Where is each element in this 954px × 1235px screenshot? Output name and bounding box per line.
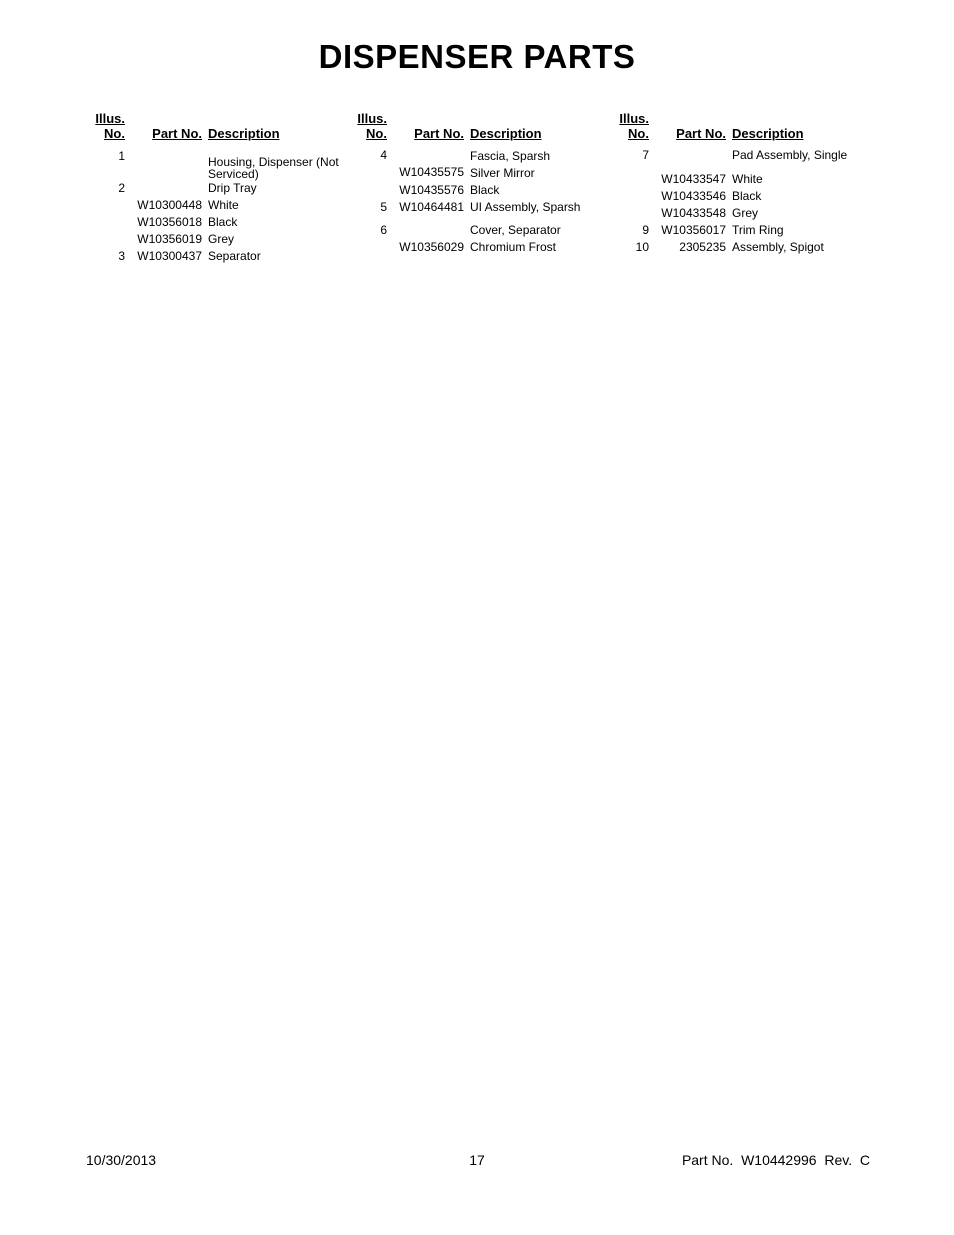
part-no-header: Part No. [676, 126, 726, 141]
part-row [610, 207, 872, 224]
part-description: Housing, Dispenser (Not Serviced) [208, 155, 339, 181]
part-row [610, 224, 872, 241]
description-header: Description [208, 126, 280, 141]
part-number: W10300437 [137, 249, 202, 263]
part-number: W10435576 [399, 183, 464, 197]
part-number: W10433547 [661, 172, 726, 186]
part-row [610, 173, 872, 190]
part-number: W10356019 [137, 232, 202, 246]
part-number: W10300448 [137, 198, 202, 212]
part-row [348, 241, 610, 258]
part-row [86, 199, 348, 216]
part-number: W10356017 [661, 223, 726, 237]
part-row [348, 201, 610, 224]
parts-column-1 [86, 111, 348, 263]
part-row [86, 149, 348, 182]
illus-number: 6 [380, 223, 387, 237]
part-description: Chromium Frost [470, 240, 557, 254]
part-description: White [208, 198, 239, 212]
part-row [86, 182, 348, 199]
part-description: Trim Ring [732, 223, 784, 237]
part-description: Black [208, 215, 238, 229]
part-row [86, 250, 348, 267]
part-number: W10356029 [399, 240, 464, 254]
illus-no-header: Illus. No. [95, 111, 125, 141]
part-description: Black [732, 189, 762, 203]
part-number: 2305235 [679, 240, 726, 254]
part-description: Separator [208, 249, 261, 263]
column-header [348, 111, 610, 145]
illus-number: 1 [118, 149, 125, 163]
part-number: W10356018 [137, 215, 202, 229]
illus-number: 2 [118, 181, 125, 195]
part-number: W10433546 [661, 189, 726, 203]
part-description: Grey [208, 232, 235, 246]
part-number: W10464481 [399, 200, 464, 214]
page-title: DISPENSER PARTS [318, 38, 636, 75]
description-header: Description [732, 126, 804, 141]
part-row [86, 233, 348, 250]
part-no-header: Part No. [414, 126, 464, 141]
illus-no-header: Illus. No. [357, 111, 387, 141]
part-row [610, 190, 872, 207]
parts-column-3 [610, 111, 872, 254]
part-description: Silver Mirror [470, 166, 535, 180]
description-header: Description [470, 126, 542, 141]
illus-number: 10 [635, 240, 649, 254]
part-description: Grey [732, 206, 759, 220]
part-number: W10435575 [399, 165, 464, 179]
part-description: Fascia, Sparsh [470, 149, 551, 163]
column-header [610, 111, 872, 145]
part-description: UI Assembly, Sparsh [470, 200, 581, 214]
footer-date: 10/30/2013 [86, 1152, 157, 1168]
footer-part-number: Part No. W10442996 Rev. C [681, 1152, 870, 1168]
column-header [86, 111, 348, 145]
part-row [348, 167, 610, 184]
part-number: W10433548 [661, 206, 726, 220]
part-description: Black [470, 183, 500, 197]
part-row [610, 149, 872, 173]
illus-number: 9 [642, 223, 649, 237]
part-description: White [732, 172, 763, 186]
part-row [348, 184, 610, 201]
part-description: Cover, Separator [470, 223, 561, 237]
footer-page-number: 17 [469, 1152, 485, 1168]
illus-number: 4 [380, 148, 387, 162]
part-row [348, 224, 610, 241]
illus-number: 7 [642, 148, 649, 162]
part-description: Pad Assembly, Single [732, 148, 848, 162]
part-row [348, 149, 610, 167]
part-description: Drip Tray [208, 181, 257, 195]
illus-no-header: Illus. No. [619, 111, 649, 141]
part-description: Assembly, Spigot [732, 240, 824, 254]
illus-number: 5 [380, 200, 387, 214]
part-row [86, 216, 348, 233]
illus-number: 3 [118, 249, 125, 263]
part-row [610, 241, 872, 258]
parts-column-2 [348, 111, 610, 254]
part-no-header: Part No. [152, 126, 202, 141]
